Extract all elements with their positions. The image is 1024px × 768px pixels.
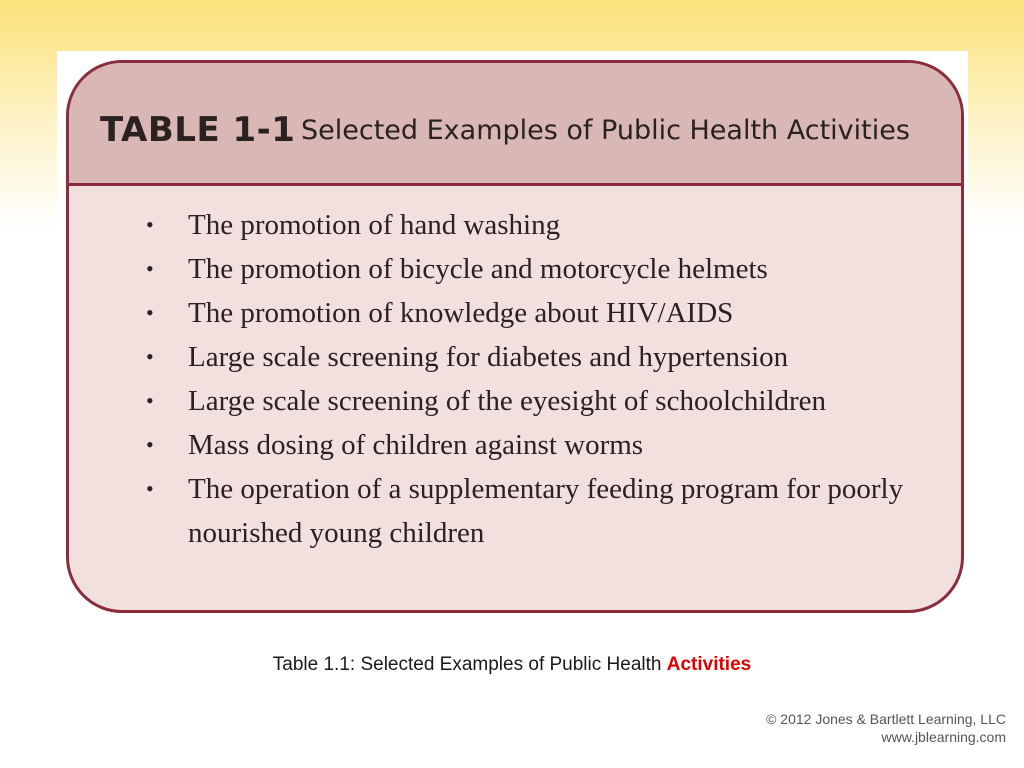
list-item-text: The promotion of knowledge about HIV/AIDS bbox=[188, 297, 734, 329]
list-item bbox=[142, 203, 942, 247]
copyright-line: © 2012 Jones & Bartlett Learning, LLC bbox=[766, 711, 1006, 727]
list-item bbox=[142, 335, 942, 379]
list-item-text: Large scale screening of the eyesight of schoolchildren bbox=[188, 385, 827, 417]
list-item-text: Mass dosing of children against worms bbox=[188, 429, 644, 461]
list-item bbox=[142, 291, 942, 335]
list-item-text: The operation of a supplementary feeding program for poorly nourished young children bbox=[188, 473, 904, 549]
list-item-text: The promotion of bicycle and motorcycle helmets bbox=[188, 253, 768, 285]
list-item bbox=[142, 379, 942, 423]
slide-caption bbox=[0, 654, 1024, 676]
bullet-icon: • bbox=[146, 256, 154, 281]
bullet-icon: • bbox=[146, 432, 154, 457]
bullet-icon: • bbox=[146, 388, 154, 413]
caption-main: Table 1.1: Selected Examples of Public Health bbox=[272, 654, 667, 675]
publisher-url: www.jblearning.com bbox=[881, 729, 1006, 745]
list-item bbox=[142, 467, 942, 555]
table-label: TABLE 1-1 bbox=[100, 110, 296, 150]
table-card bbox=[66, 60, 964, 613]
copyright-notice bbox=[766, 710, 1006, 746]
bullet-icon: • bbox=[146, 344, 154, 369]
bullet-icon: • bbox=[146, 212, 154, 237]
list-item bbox=[142, 423, 942, 467]
list-item bbox=[142, 247, 942, 291]
bullet-icon: • bbox=[146, 476, 154, 501]
table-header bbox=[69, 63, 961, 186]
bullet-icon: • bbox=[146, 300, 154, 325]
activity-list bbox=[142, 203, 942, 555]
caption-accent: Activities bbox=[666, 654, 752, 675]
list-item-text: Large scale screening for diabetes and hypertension bbox=[188, 341, 789, 373]
list-item-text: The promotion of hand washing bbox=[188, 209, 561, 241]
table-title: Selected Examples of Public Health Activities bbox=[301, 115, 910, 146]
